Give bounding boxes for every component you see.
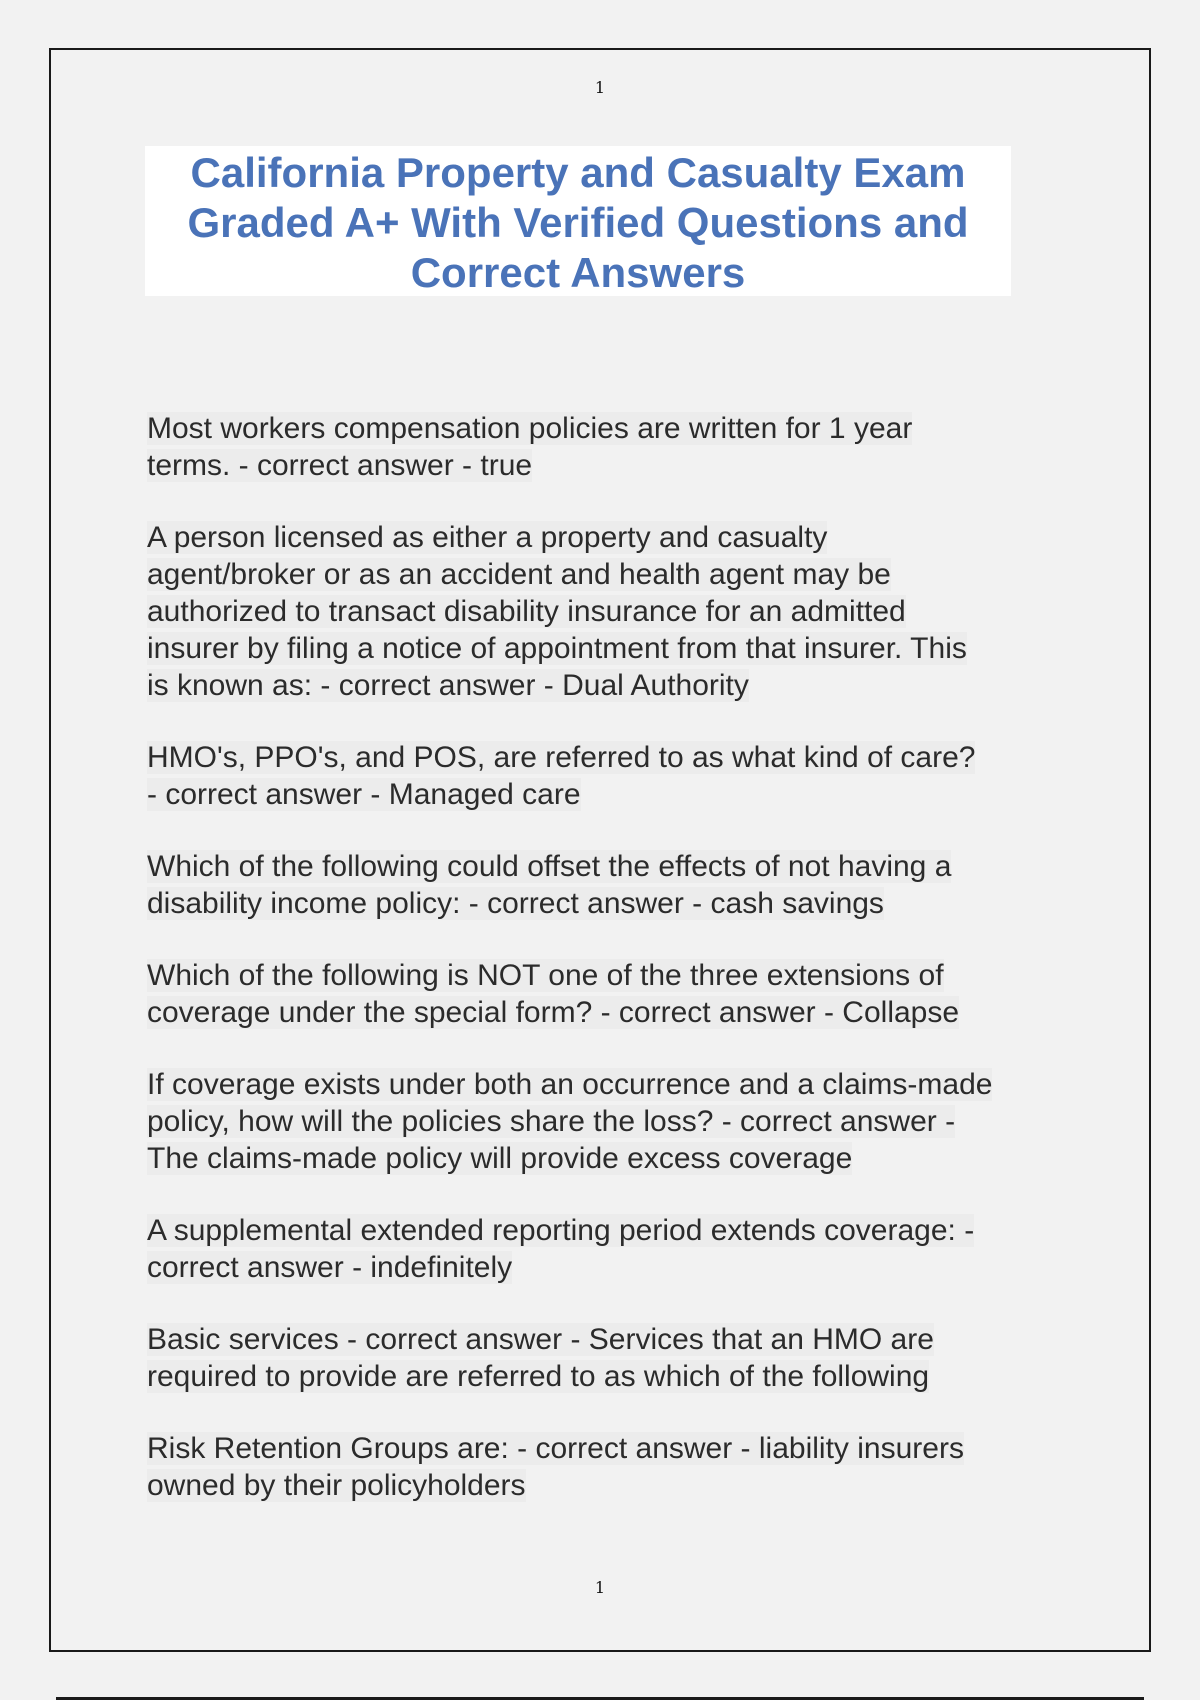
qa-line: correct answer - indefinitely [147, 1251, 513, 1284]
page-number-top: 1 [594, 78, 606, 97]
qa-line: HMO's, PPO's, and POS, are referred to as what kind of care? [147, 741, 976, 774]
document-page [49, 48, 1151, 1652]
qa-line: If coverage exists under both an occurrence and a claims-made [147, 1068, 993, 1101]
qa-line: A supplemental extended reporting period extends coverage: - [147, 1214, 975, 1247]
qa-item [147, 739, 1097, 813]
qa-line: authorized to transact disability insurance for an admitted [147, 595, 906, 628]
qa-line: The claims-made policy will provide excess coverage [147, 1142, 853, 1175]
qa-item [147, 1321, 1097, 1395]
qa-line: owned by their policyholders [147, 1469, 526, 1502]
page-number-bottom: 1 [594, 1578, 606, 1597]
qa-item [147, 410, 1097, 484]
title-line: Correct Answers [410, 249, 746, 296]
qa-item [147, 1212, 1097, 1286]
qa-line: - correct answer - Managed care [147, 778, 581, 811]
title-line: California Property and Casualty Exam [190, 149, 966, 196]
qa-line: terms. - correct answer - true [147, 449, 533, 482]
qa-line: Which of the following could offset the effects of not having a [147, 850, 952, 883]
qa-line: required to provide are referred to as which of the following [147, 1360, 930, 1393]
qa-list [147, 410, 1097, 1539]
document-title [145, 146, 1011, 296]
title-line: Graded A+ With Verified Questions and [187, 199, 969, 246]
qa-line: is known as: - correct answer - Dual Authority [147, 669, 749, 702]
qa-item [147, 957, 1097, 1031]
qa-line: Risk Retention Groups are: - correct answer - liability insurers [147, 1432, 964, 1465]
qa-item [147, 1066, 1097, 1177]
qa-line: Which of the following is NOT one of the three extensions of [147, 959, 944, 992]
qa-line: Basic services - correct answer - Services that an HMO are [147, 1323, 934, 1356]
qa-line: insurer by filing a notice of appointment from that insurer. This [147, 632, 967, 665]
qa-line: coverage under the special form? - correct answer - Collapse [147, 996, 960, 1029]
qa-line: agent/broker or as an accident and health agent may be [147, 558, 891, 591]
qa-item [147, 1430, 1097, 1504]
qa-line: disability income policy: - correct answer - cash savings [147, 887, 884, 920]
qa-item [147, 519, 1097, 704]
qa-line: policy, how will the policies share the loss? - correct answer - [147, 1105, 956, 1138]
qa-line: Most workers compensation policies are written for 1 year [147, 412, 913, 445]
qa-item [147, 848, 1097, 922]
qa-line: A person licensed as either a property and casualty [147, 521, 828, 554]
